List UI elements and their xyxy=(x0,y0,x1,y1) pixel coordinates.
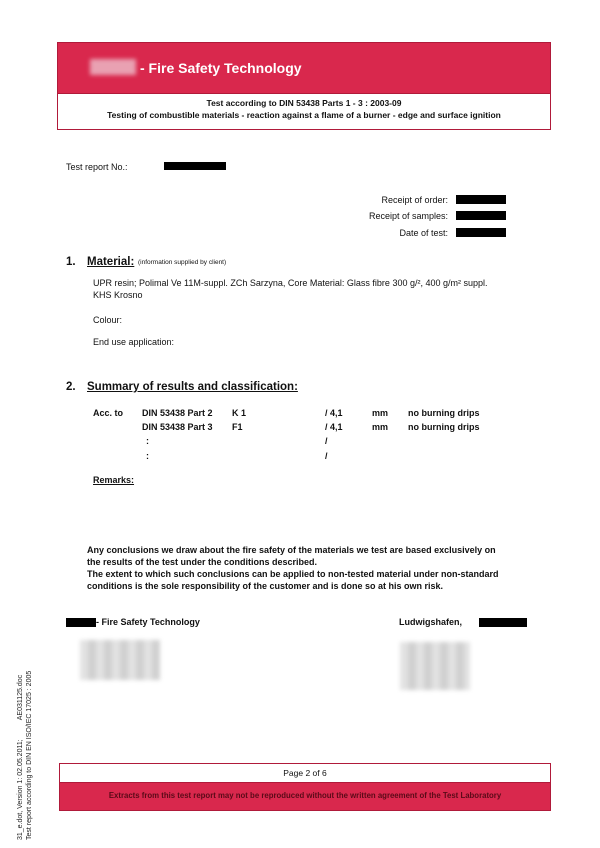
signature-right-blurred xyxy=(400,642,470,690)
summary-row-4-standard: : xyxy=(146,451,149,461)
side-text-line1: 31_e.dot, Version 1: 02.05.2011; AE031125.doc xyxy=(17,674,24,840)
summary-row-2-standard: DIN 53438 Part 3 xyxy=(142,422,213,432)
disclaimer-line1: Any conclusions we draw about the fire safety of the materials we test are based exclusively on xyxy=(87,545,496,555)
section-2-number: 2. xyxy=(66,381,76,393)
disclaimer-line4: conditions is the sole responsibility of the customer and is done so at his own risk. xyxy=(87,581,444,591)
summary-row-1-value: / 4,1 xyxy=(325,408,343,418)
report-no-redacted xyxy=(164,162,226,170)
report-header xyxy=(57,42,551,130)
section-1-number: 1. xyxy=(66,256,76,268)
acc-to-label: Acc. to xyxy=(93,408,124,418)
side-document-info xyxy=(16,671,34,840)
summary-row-1-class: K 1 xyxy=(232,408,247,418)
material-heading: Material: xyxy=(87,256,135,268)
footer-band xyxy=(60,783,550,810)
disclaimer-line2: the results of the test under the conditions described. xyxy=(87,557,318,567)
date-of-test-redacted xyxy=(456,228,506,237)
summary-row-3-standard: : xyxy=(146,436,149,446)
material-description-line2: KHS Krosno xyxy=(93,290,143,300)
company-name-redacted xyxy=(66,618,96,627)
header-title: - Fire Safety Technology xyxy=(140,60,302,76)
material-note: (information supplied by client) xyxy=(138,259,227,266)
material-description-line1: UPR resin; Polimal Ve 11M-suppl. ZCh Sarzyna, Core Material: Glass fibre 300 g/², 400 g/m² suppl. xyxy=(93,278,488,288)
summary-row-4-value: / xyxy=(325,451,328,461)
colour-label: Colour: xyxy=(93,315,123,325)
disclaimer-line3: The extent to which such conclusions can be applied to non-tested material under non-standard xyxy=(87,569,499,579)
summary-row-1-note: no burning drips xyxy=(408,408,480,418)
summary-row-1-standard: DIN 53438 Part 2 xyxy=(142,408,213,418)
header-band xyxy=(58,43,550,93)
date-of-test-label: Date of test: xyxy=(399,228,448,238)
receipt-samples-redacted xyxy=(456,211,506,220)
receipt-order-label: Receipt of order: xyxy=(381,195,448,205)
signature-left-label: - Fire Safety Technology xyxy=(96,617,200,627)
footer-notice: Extracts from this test report may not be reproduced without the written agreement of the Test Laboratory xyxy=(108,791,502,800)
summary-row-3-value: / xyxy=(325,436,328,446)
summary-row-2-unit: mm xyxy=(372,422,389,432)
summary-heading: Summary of results and classification: xyxy=(87,381,298,393)
summary-row-2-note: no burning drips xyxy=(408,422,480,432)
page-number: Page 2 of 6 xyxy=(60,764,550,783)
signature-date-redacted xyxy=(479,618,527,627)
company-logo-redacted xyxy=(90,59,136,75)
receipt-samples-label: Receipt of samples: xyxy=(368,211,448,221)
standard-title: Test according to DIN 53438 Parts 1 - 3 : 2003-09 xyxy=(206,98,402,108)
report-no-label: Test report No.: xyxy=(66,162,128,172)
standard-subtitle: Testing of combustible materials - reaction against a flame of a burner - edge and surface ignition xyxy=(107,110,501,120)
end-use-label: End use application: xyxy=(93,337,175,347)
summary-row-1-unit: mm xyxy=(372,408,389,418)
summary-row-2-value: / 4,1 xyxy=(325,422,343,432)
report-footer xyxy=(59,763,551,811)
receipt-order-redacted xyxy=(456,195,506,204)
remarks-label: Remarks: xyxy=(93,475,135,485)
signature-right-label: Ludwigshafen, xyxy=(399,617,462,627)
side-text-line2: Test report according to DIN EN ISO/IEC 17025 : 2005 xyxy=(26,670,33,840)
header-standard-box xyxy=(58,93,550,130)
summary-row-2-class: F1 xyxy=(232,422,243,432)
signature-left-blurred xyxy=(80,640,160,680)
